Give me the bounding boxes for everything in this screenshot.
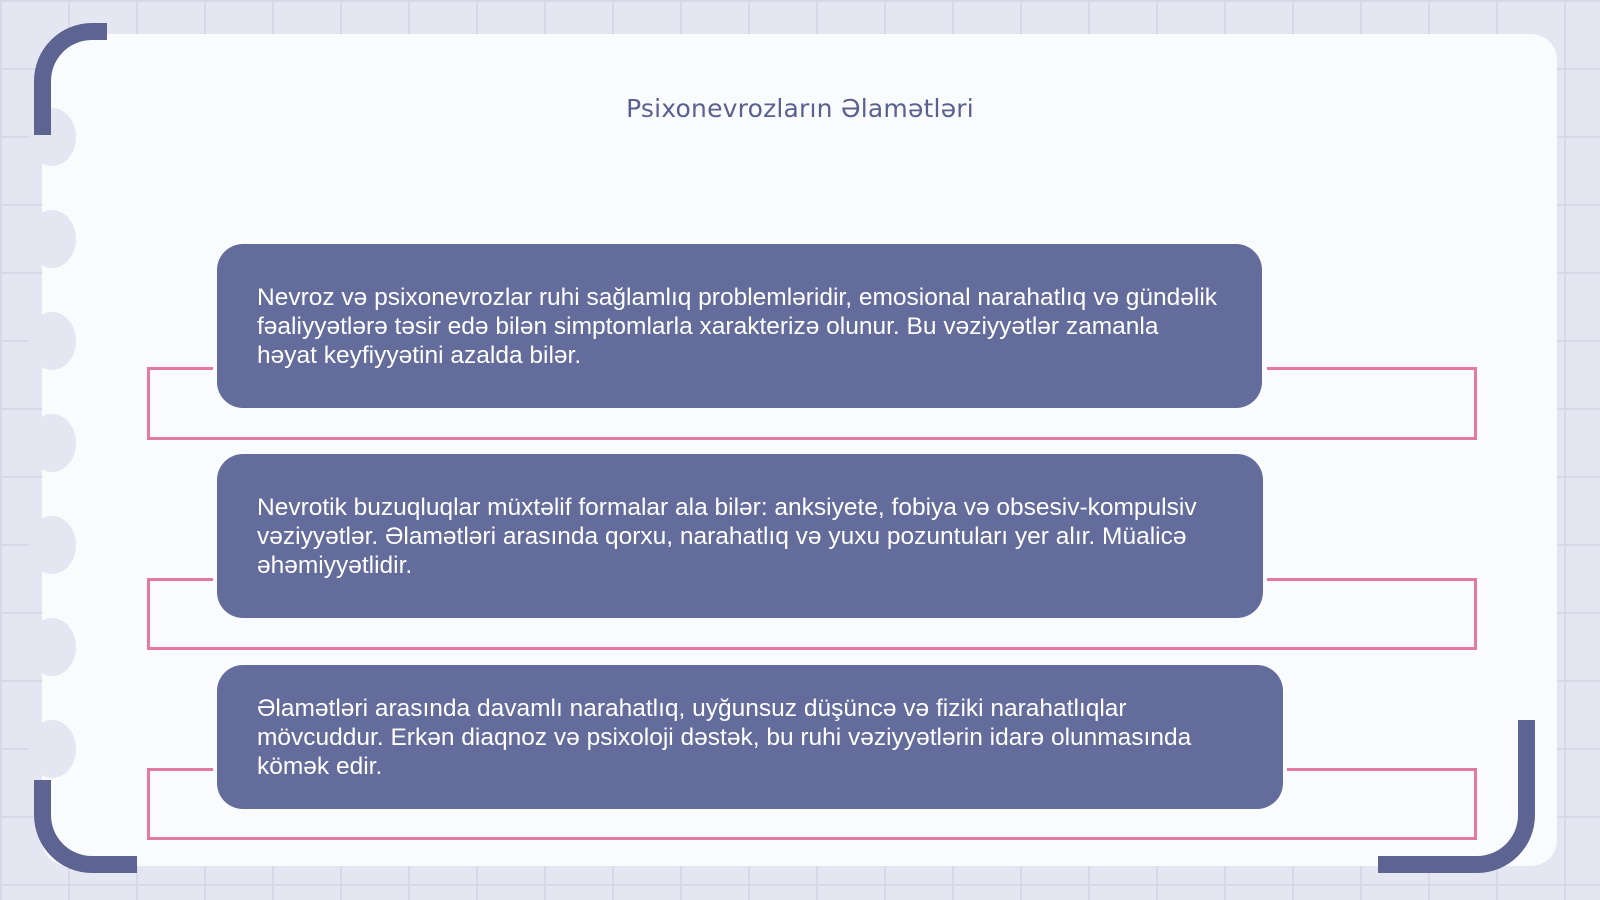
card-text: Nevroz və psixonevrozlar ruhi sağlamlıq problemləridir, emosional narahatlıq və gündəlik fəaliyyətlərə təsir edə bilən simptomlarla xarakterizə olunur. Bu vəziyyətlər zamanla həyat keyfiyyətini azalda bilər. [257, 283, 1218, 369]
bracket-cap-left [147, 768, 213, 771]
bracket-cap-right [1267, 578, 1477, 581]
info-card [217, 244, 1262, 408]
info-card [217, 665, 1283, 809]
bracket-cap-right [1267, 367, 1477, 370]
paper-scallop [28, 414, 76, 472]
card-text: Nevrotik buzuqluqlar müxtəlif formalar ala bilər: anksiyete, fobiya və obsesiv-kompulsiv vəziyyətlər. Əlamətləri arasında qorxu, narahatlıq və yuxu pozuntuları yer alır. Müalicə əhəmiyyətlidir. [257, 493, 1197, 579]
paper-scallop [28, 720, 76, 778]
paper-scallop [28, 618, 76, 676]
bracket-cap-right [1287, 768, 1477, 771]
slide-title: Psixonevrozların Əlamətləri [626, 94, 974, 123]
card-text: Əlamətləri arasında davamlı narahatlıq, uyğunsuz düşüncə və fiziki narahatlıqlar mövcuddur. Erkən diaqnoz və psixoloji dəstək, bu ruhi vəziyyətlərin idarə olunmasında kömək edir. [257, 694, 1192, 780]
bracket-cap-left [147, 578, 213, 581]
bracket-cap-left [147, 367, 213, 370]
paper-scallop [28, 210, 76, 268]
paper-scallop [28, 516, 76, 574]
paper-scallop [28, 312, 76, 370]
info-card [217, 454, 1263, 618]
